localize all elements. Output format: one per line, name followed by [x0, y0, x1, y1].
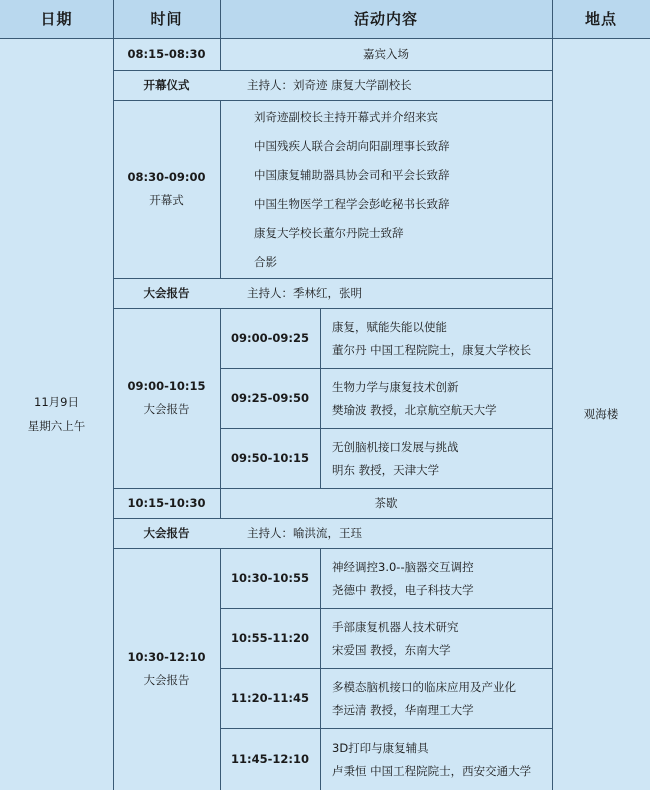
arrival-time-text: 08:15-08:30 [127, 47, 206, 61]
talk-title: 3D打印与康复辅具 [332, 740, 429, 755]
session2-time-cell [113, 548, 220, 790]
session1-label-text: 大会报告 [143, 286, 190, 300]
talk-title: 康复，赋能失能以使能 [332, 319, 447, 334]
session1-host-text: 主持人：季林红，张明 [247, 286, 362, 300]
arrival-activity-text: 嘉宾入场 [363, 47, 409, 61]
grid-line [320, 308, 321, 488]
date-cell [0, 38, 113, 790]
header-time: 时间 [150, 10, 183, 28]
list-item: 中国残疾人联合会胡向阳副理事长致辞 [254, 139, 450, 153]
date-period: 星期六上午 [27, 419, 86, 433]
talk-time-text: 10:30-10:55 [231, 571, 309, 585]
talk-speaker: 明东 教授，天津大学 [332, 462, 440, 477]
grid-line [320, 548, 321, 790]
talk-item [332, 368, 568, 428]
talk-item [332, 668, 568, 728]
list-item: 刘奇迹副校长主持开幕式并介绍来宾 [254, 110, 438, 124]
grid-line [220, 0, 221, 38]
talk-speaker: 尧德中 教授，电子科技大学 [332, 582, 474, 597]
talk-item [332, 548, 568, 608]
talk-item [332, 428, 568, 488]
talk-time [220, 428, 320, 488]
talk-speaker: 卢秉恒 中国工程院院士，西安交通大学 [332, 763, 532, 778]
talk-time [220, 668, 320, 728]
session1-time-cell [113, 308, 220, 488]
list-item: 中国生物医学工程学会彭屹秘书长致辞 [254, 197, 450, 211]
talk-speaker: 宋爱国 教授，东南大学 [332, 642, 451, 657]
talk-time-text: 09:00-09:25 [231, 331, 309, 345]
session1-host [113, 278, 552, 308]
talk-time-text: 09:50-10:15 [231, 451, 309, 465]
talk-time-text: 11:20-11:45 [231, 691, 309, 705]
talk-title: 无创脑机接口发展与挑战 [332, 439, 459, 454]
location-name: 观海楼 [583, 407, 619, 421]
header-date: 日期 [40, 10, 73, 28]
break-time [113, 488, 220, 518]
talk-title: 手部康复机器人技术研究 [332, 619, 459, 634]
opening-agenda-list [254, 106, 544, 278]
break-activity-text: 茶歇 [374, 496, 398, 510]
date-day: 11月9日 [34, 395, 79, 409]
talk-time [220, 368, 320, 428]
opening-time: 08:30-09:00 [127, 170, 206, 184]
talk-speaker: 李远清 教授，华南理工大学 [332, 702, 474, 717]
talk-item [332, 308, 568, 368]
talk-time [220, 548, 320, 608]
talk-item [332, 728, 568, 790]
talk-time-text: 10:55-11:20 [231, 631, 309, 645]
opening-name: 开幕式 [149, 193, 184, 207]
talk-speaker: 董尔丹 中国工程院院士，康复大学校长 [332, 342, 532, 357]
header-content: 活动内容 [353, 10, 418, 28]
session1-time: 09:00-10:15 [127, 379, 206, 393]
session2-host [113, 518, 552, 548]
arrival-time [113, 38, 220, 70]
talk-time [220, 308, 320, 368]
talk-title: 多模态脑机接口的临床应用及产业化 [332, 679, 516, 694]
list-item: 中国康复辅助器具协会司和平会长致辞 [254, 168, 450, 182]
break-time-text: 10:15-10:30 [127, 496, 206, 510]
opening-time-cell [113, 100, 220, 278]
talk-time [220, 728, 320, 790]
list-item: 合影 [254, 255, 277, 269]
talk-item [332, 608, 568, 668]
talk-title: 神经调控3.0--脑器交互调控 [332, 559, 474, 574]
opening-host [113, 70, 552, 100]
session2-time: 10:30-12:10 [127, 650, 206, 664]
session2-label-text: 大会报告 [143, 526, 190, 540]
talk-time-text: 09:25-09:50 [231, 391, 309, 405]
talk-time-text: 11:45-12:10 [231, 752, 309, 766]
talk-title: 生物力学与康复技术创新 [332, 379, 459, 394]
talk-speaker: 樊瑜波 教授，北京航空航天大学 [332, 402, 497, 417]
session2-name: 大会报告 [143, 673, 190, 687]
session1-name: 大会报告 [143, 402, 190, 416]
opening-host-text: 主持人：刘奇迹 康复大学副校长 [247, 78, 412, 92]
arrival-activity [220, 38, 552, 70]
list-item: 康复大学校长董尔丹院士致辞 [254, 226, 404, 240]
talk-time [220, 608, 320, 668]
session2-host-text: 主持人：喻洪流，王珏 [247, 526, 362, 540]
grid-line [220, 100, 221, 278]
opening-label-text: 开幕仪式 [143, 78, 190, 92]
break-activity [220, 488, 552, 518]
header-location: 地点 [584, 10, 617, 28]
